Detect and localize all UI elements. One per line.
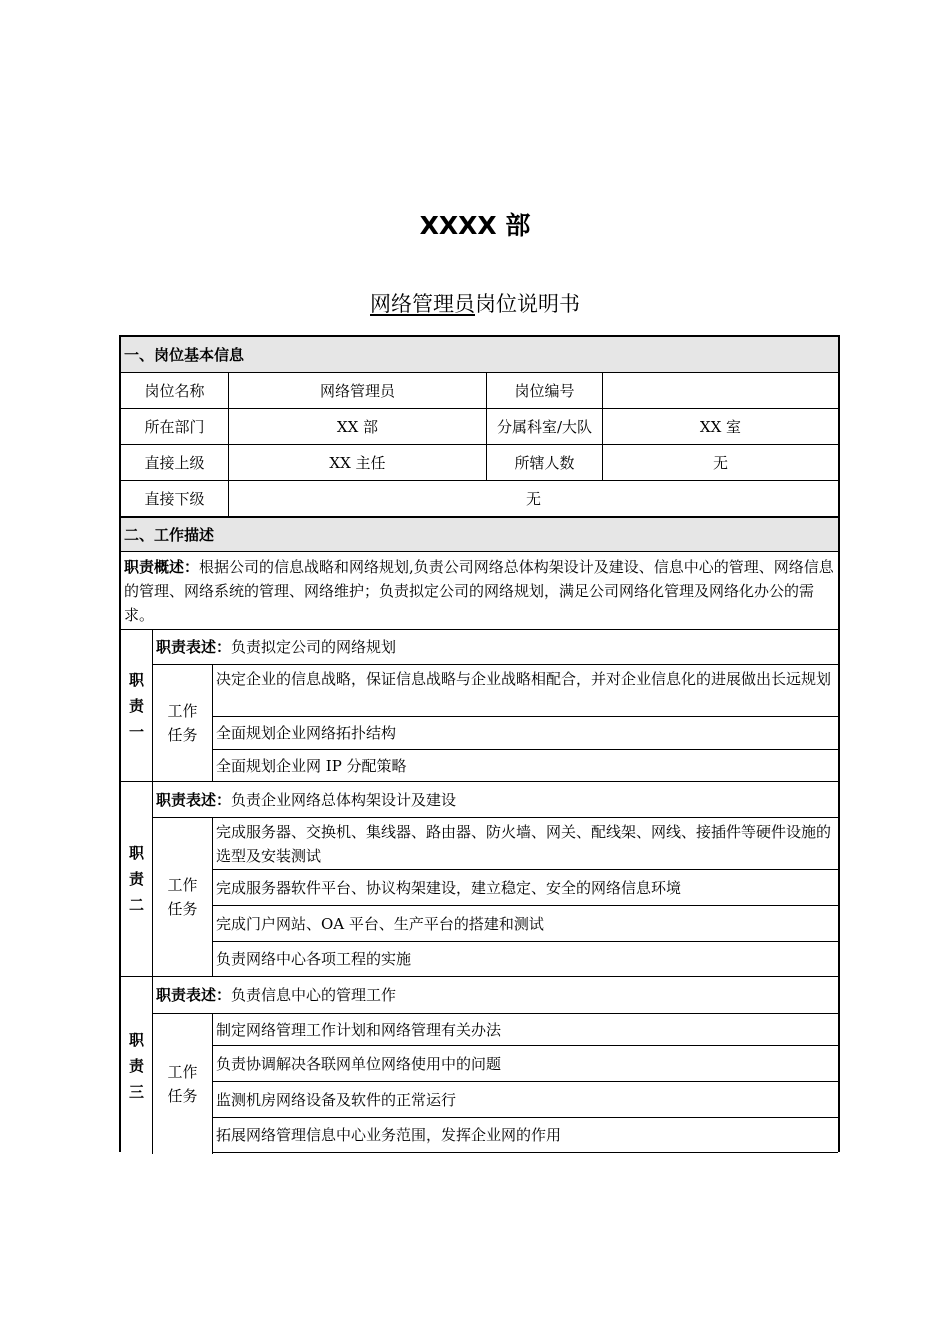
duty-overview-text: 根据公司的信息战略和网络规划,负责公司网络总体构架设计及建设、信息中心的管理、网络信息的管理、网络系统的管理、网络维护；负责拟定公司的网络规划，满足公司网络化管理及网络化办公的需求。	[124, 558, 834, 624]
duty-2-statement: 职责表述： 负责企业网络总体构架设计及建设	[156, 790, 457, 809]
document-title	[0, 288, 950, 318]
superior-label: 直接上级	[144, 453, 205, 472]
duty-3-task-label: 工作 任务	[167, 1063, 198, 1105]
duty-3-name: 职 责 三	[128, 1030, 144, 1101]
section-work-description-header: 二、工作描述	[121, 518, 838, 551]
section-basic-info-header: 一、岗位基本信息	[121, 337, 838, 372]
document-title-suffix: 岗位说明书	[475, 292, 580, 316]
duty-1-task-3: 全面规划企业网 IP 分配策略	[216, 756, 407, 775]
position-name-value: 网络管理员	[319, 381, 395, 400]
duty-3-task-3: 监测机房网络设备及软件的正常运行	[216, 1090, 457, 1109]
headcount-label: 所辖人数	[514, 453, 575, 472]
duty-1-task-2: 全面规划企业网络拓扑结构	[216, 724, 397, 742]
duty-3-task-4: 拓展网络管理信息中心业务范围，发挥企业网的作用	[216, 1126, 562, 1144]
subdivision-value: XX 室	[699, 417, 742, 436]
position-code-label: 岗位编号	[514, 381, 575, 400]
department-label: 所在部门	[144, 417, 205, 436]
duty-2-task-3: 完成门户网站、OA 平台、生产平台的搭建和测试	[216, 914, 544, 933]
duty-2-name: 职 责 二	[128, 844, 144, 914]
duty-overview	[121, 552, 838, 629]
subdivision-label: 分属科室/大队	[496, 417, 593, 436]
document-title-position: 网络管理员	[370, 292, 475, 316]
position-code-value	[603, 373, 838, 408]
duty-2-task-4: 负责网络中心各项工程的实施	[216, 950, 412, 968]
headcount-value: 无	[712, 453, 728, 472]
duty-1-statement: 职责表述： 负责拟定公司的网络规划	[156, 638, 397, 656]
duty-2-task-1: 完成服务器、交换机、集线器、路由器、防火墙、网关、配线架、网线、接插件等硬件设施的选型及安装测试	[216, 823, 832, 865]
duty-2-task-label: 工作 任务	[167, 876, 198, 918]
department-value: XX 部	[336, 417, 379, 436]
superior-value: XX 主任	[329, 453, 386, 472]
duty-3-task-2: 负责协调解决各联网单位网络使用中的问题	[216, 1054, 502, 1073]
duty-1-task-1: 决定企业的信息战略，保证信息战略与企业战略相配合，并对企业信息化的进展做出长远规划	[216, 670, 832, 688]
duty-2-task-2: 完成服务器软件平台、协议构架建设，建立稳定、安全的网络信息环境	[216, 878, 682, 897]
department-title: XXXX 部	[419, 211, 531, 240]
job-description-table	[119, 335, 840, 1152]
duty-3-statement: 职责表述： 负责信息中心的管理工作	[156, 986, 397, 1004]
subordinate-label: 直接下级	[144, 489, 205, 508]
duty-1-name: 职 责 一	[128, 670, 144, 741]
position-name-label: 岗位名称	[144, 381, 205, 400]
duty-3-task-1: 制定网络管理工作计划和网络管理有关办法	[216, 1020, 502, 1039]
subordinate-value: 无	[525, 489, 541, 508]
duty-overview-label: 职责概述：	[124, 558, 200, 576]
duty-1-task-label: 工作 任务	[167, 702, 198, 744]
